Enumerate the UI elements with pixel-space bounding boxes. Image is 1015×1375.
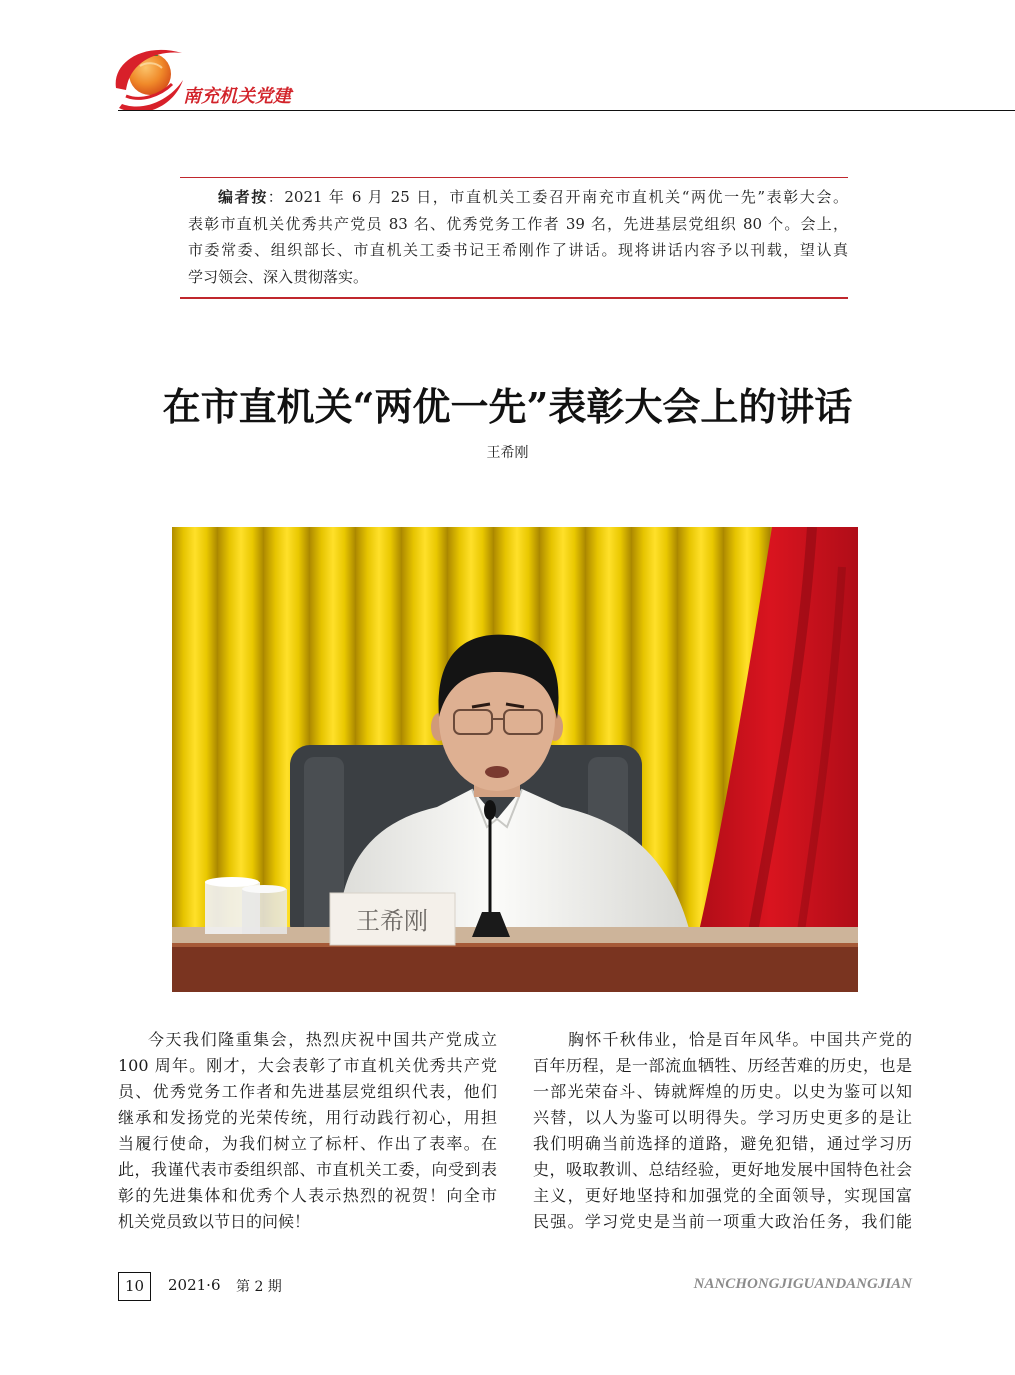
editor-note [188, 184, 848, 290]
body-line: 百年历程，是一部流血牺牲、历经苦难的历史，也是 [533, 1056, 912, 1075]
water-cups [205, 877, 287, 934]
speaker-photo [172, 527, 858, 992]
body-line: 一部光荣奋斗、铸就辉煌的历史。以史为鉴可以知 [533, 1082, 912, 1101]
article-author: 王希刚 [486, 445, 529, 461]
body-line: 今天我们隆重集会，热烈庆祝中国共产党成立 [148, 1030, 497, 1049]
body-line: 100 周年。刚才，大会表彰了市直机关优秀共产党 [118, 1056, 497, 1075]
right-column [533, 1027, 912, 1235]
body-line: 继承和发扬党的光荣传统，用行动践行初心，用担 [118, 1108, 497, 1127]
editor-note-top-rule [180, 177, 848, 178]
journal-pinyin: NANCHONGJIGUANDANGJIAN [693, 1276, 912, 1292]
editor-note-label: 编者按 [218, 188, 268, 206]
editor-note-line: 学习领会、深入贯彻落实。 [188, 267, 369, 286]
table-front [172, 943, 858, 992]
editor-note-line: 市委常委、组织部长、市直机关工委书记王希刚作了讲话。现将讲话内容予以刊载，望认真 [188, 241, 848, 259]
editor-note-text: ：2021 年 6 月 25 日，市直机关工委召开南充市直机关“两优一先”表彰大会。 [267, 188, 848, 206]
body-line: 史，吸取教训、总结经验，更好地发展中国特色社会 [533, 1160, 912, 1179]
page-number: 10 [118, 1272, 151, 1301]
body-line: 我们明确当前选择的道路，避免犯错，通过学习历 [533, 1134, 912, 1153]
body-line: 员、优秀党务工作者和先进基层党组织代表，他们 [118, 1082, 497, 1101]
nameplate-text: 王希刚 [356, 907, 428, 935]
globe-swoosh-logo-icon [110, 40, 185, 110]
body-line: 民强。学习党史是当前一项重大政治任务，我们能 [533, 1212, 912, 1231]
article-title: 在市直机关“两优一先”表彰大会上的讲话 [162, 384, 853, 429]
editor-note-bottom-rule [180, 297, 848, 299]
body-line: 此，我谨代表市委组织部、市直机关工委，向受到表 [118, 1160, 497, 1179]
publication-name: 南充机关党建 [183, 86, 291, 107]
body-line: 当履行使命，为我们树立了标杆、作出了表率。在 [118, 1134, 497, 1153]
editor-note-line: 表彰市直机关优秀共产党员 83 名、优秀党务工作者 39 名，先进基层党组织 80 个。会上， [188, 214, 848, 233]
left-column [118, 1027, 497, 1235]
editor-note-line [188, 184, 848, 211]
issue-date: 2021·6 [168, 1276, 221, 1294]
body-line: 机关党员致以节日的问候！ [118, 1212, 311, 1231]
body-line: 兴替，以人为鉴可以明得失。学习历史更多的是让 [533, 1108, 912, 1127]
header-rule [118, 110, 1015, 111]
issue-number: 第 2 期 [236, 1279, 282, 1295]
body-line: 彰的先进集体和优秀个人表示热烈的祝贺！向全市 [118, 1186, 497, 1205]
body-line: 胸怀千秋伟业，恰是百年风华。中国共产党的 [568, 1030, 912, 1049]
body-line: 主义，更好地坚持和加强党的全面领导，实现国富 [533, 1186, 912, 1205]
